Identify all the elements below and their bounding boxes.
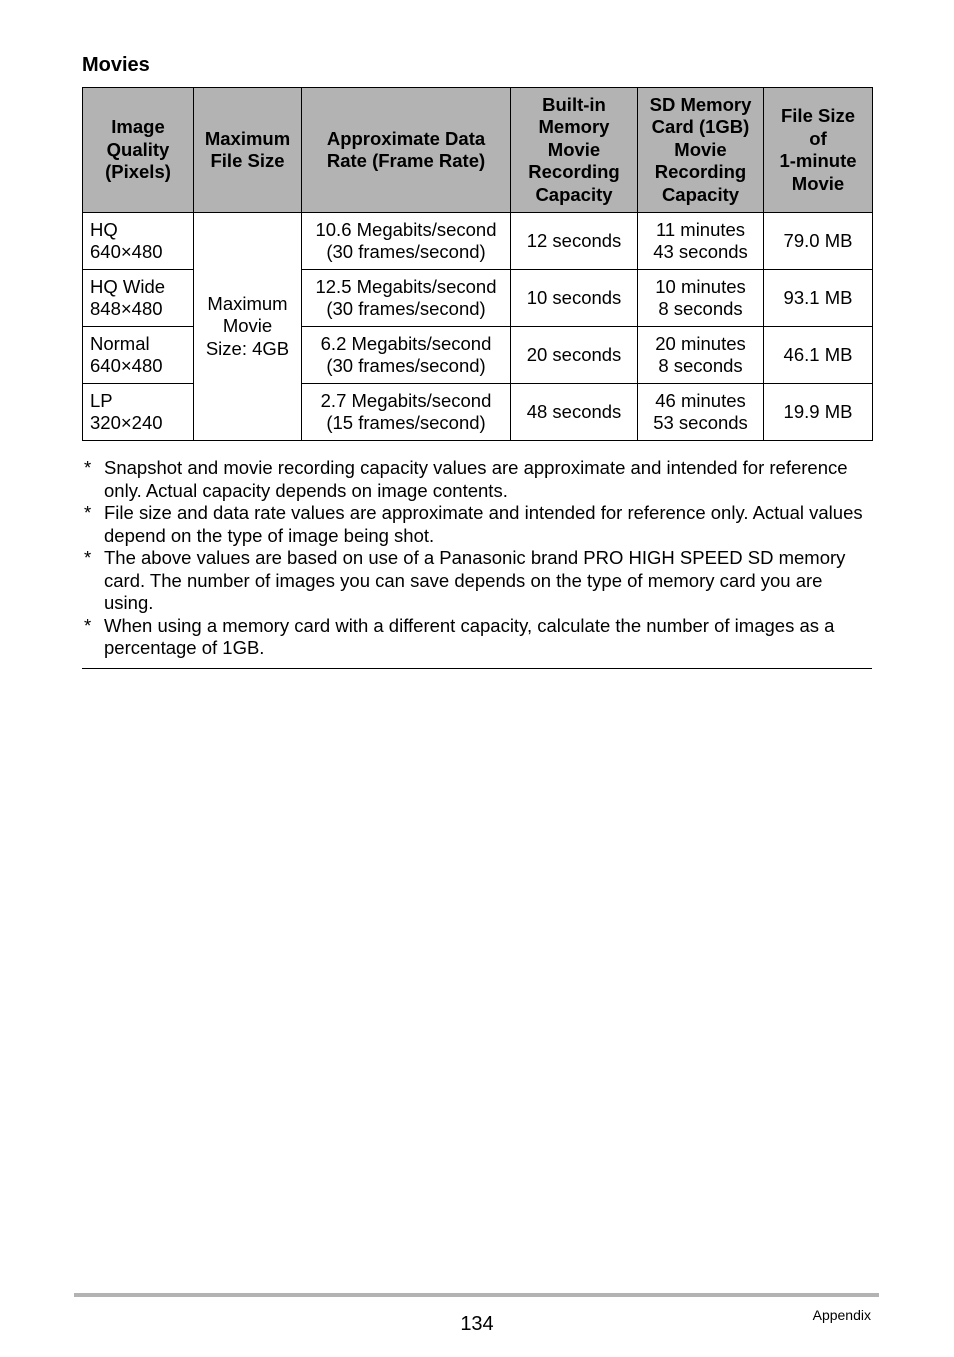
cell-data-rate: 10.6 Megabits/second (30 frames/second) — [302, 213, 511, 270]
footnote-text: File size and data rate values are approximate and intended for reference only. Actual values depend on the type of image being shot. — [104, 502, 863, 546]
header-image-quality: Image Quality (Pixels) — [83, 88, 194, 213]
cell-file-size: 19.9 MB — [764, 384, 873, 441]
cell-builtin: 12 seconds — [511, 213, 638, 270]
header-file-size-per-minute: File Size of 1-minute Movie — [764, 88, 873, 213]
asterisk-mark: * — [84, 457, 92, 478]
cell-sd: 10 minutes 8 seconds — [638, 270, 764, 327]
cell-file-size: 79.0 MB — [764, 213, 873, 270]
cell-quality: HQ Wide 848×480 — [83, 270, 194, 327]
table-row — [83, 213, 873, 270]
cell-file-size: 93.1 MB — [764, 270, 873, 327]
cell-data-rate: 12.5 Megabits/second (30 frames/second) — [302, 270, 511, 327]
cell-sd: 20 minutes 8 seconds — [638, 327, 764, 384]
footnote — [82, 547, 872, 615]
cell-builtin: 20 seconds — [511, 327, 638, 384]
cell-builtin: 10 seconds — [511, 270, 638, 327]
cell-sd: 11 minutes 43 seconds — [638, 213, 764, 270]
cell-quality: LP 320×240 — [83, 384, 194, 441]
cell-data-rate: 6.2 Megabits/second (30 frames/second) — [302, 327, 511, 384]
cell-quality: Normal 640×480 — [83, 327, 194, 384]
cell-sd: 46 minutes 53 seconds — [638, 384, 764, 441]
footer-section-label: Appendix — [812, 1307, 871, 1323]
footnote-text: The above values are based on use of a Panasonic brand PRO HIGH SPEED SD memory card. The number of images you can save depends on the type of memory card you are using. — [104, 547, 846, 613]
cell-file-size: 46.1 MB — [764, 327, 873, 384]
footnote — [82, 502, 872, 547]
header-builtin-capacity: Built-in Memory Movie Recording Capacity — [511, 88, 638, 213]
header-data-rate: Approximate Data Rate (Frame Rate) — [302, 88, 511, 213]
footer-divider — [74, 1293, 879, 1297]
footnote-text: Snapshot and movie recording capacity values are approximate and intended for reference only. Actual capacity depends on image contents. — [104, 457, 848, 501]
cell-max-file-size: Maximum Movie Size: 4GB — [194, 213, 302, 441]
cell-builtin: 48 seconds — [511, 384, 638, 441]
table-header-row — [83, 88, 873, 213]
asterisk-mark: * — [84, 547, 92, 568]
header-sd-capacity: SD Memory Card (1GB) Movie Recording Capacity — [638, 88, 764, 213]
header-max-file-size: Maximum File Size — [194, 88, 302, 213]
asterisk-mark: * — [84, 502, 92, 523]
footnote-text: When using a memory card with a different capacity, calculate the number of images as a percentage of 1GB. — [104, 614, 835, 658]
footnote — [82, 457, 872, 502]
footnotes — [82, 457, 872, 669]
cell-data-rate: 2.7 Megabits/second (15 frames/second) — [302, 384, 511, 441]
movie-capacity-table — [82, 87, 873, 441]
cell-quality: HQ 640×480 — [83, 213, 194, 270]
section-heading: Movies — [82, 54, 150, 76]
page-number: 134 — [460, 1313, 494, 1335]
footnote — [82, 615, 872, 660]
asterisk-mark: * — [84, 614, 92, 636]
